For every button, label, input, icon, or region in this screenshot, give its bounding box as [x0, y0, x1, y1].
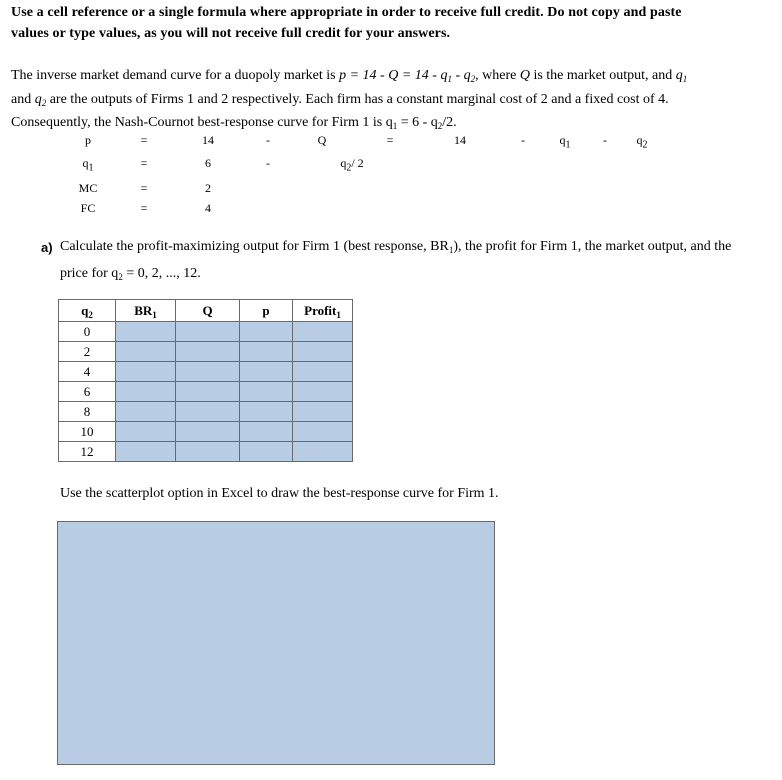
input-cell[interactable] [176, 402, 240, 422]
text: , where [475, 68, 520, 83]
param-term1-1: $q_2/$ 2 [340, 156, 364, 174]
param-term2-0: $q_1$ [559, 133, 571, 151]
input-cell[interactable] [240, 382, 293, 402]
input-cell[interactable] [240, 422, 293, 442]
param-value-2: 2 [205, 181, 211, 195]
input-cell[interactable] [293, 402, 353, 422]
param-value-1: 6 [205, 156, 211, 170]
instructions-line-2: values or type values, as you will not receive full credit for your answers. [11, 26, 451, 41]
var-q1: $q_1$ [675, 68, 688, 84]
text: The inverse market demand curve for a duopoly market is [11, 68, 340, 83]
param-op1-1: - [266, 156, 270, 170]
question-a-line-1: Calculate the profit-maximizing output for Firm 1 (best response, $BR_1$), the profit for Firm 1, the market output, and the [60, 239, 732, 255]
input-cell[interactable] [116, 322, 176, 342]
param-eq-2: = [140, 181, 148, 195]
param-value-3: 4 [205, 201, 211, 215]
param-label-2: MC [78, 181, 98, 195]
input-cell[interactable] [116, 342, 176, 362]
scatter-instruction: Use the scatterplot option in Excel to draw the best-response curve for Firm 1. [60, 486, 499, 501]
param-label-1: $q_1$ [82, 156, 94, 174]
column-header: $BR_1$ [116, 300, 176, 322]
input-cell[interactable] [176, 362, 240, 382]
q2-value-cell: 0 [59, 322, 116, 342]
input-cell[interactable] [116, 422, 176, 442]
answer-table [58, 299, 353, 462]
table-row [59, 402, 353, 422]
input-cell[interactable] [176, 322, 240, 342]
input-cell[interactable] [176, 422, 240, 442]
text: are the outputs of Firms 1 and 2 respectively. Each firm has a constant marginal cost of 2 and a fixed cost of 4. [46, 91, 669, 107]
param-label-3: FC [80, 201, 96, 215]
column-header: $q_2$ [59, 300, 116, 322]
input-cell[interactable] [176, 342, 240, 362]
table-row [59, 422, 353, 442]
input-cell[interactable] [293, 382, 353, 402]
param-term3-0: $q_2$ [636, 133, 648, 151]
input-cell[interactable] [293, 362, 353, 382]
input-cell[interactable] [240, 402, 293, 422]
problem-line-3 [11, 111, 687, 135]
param-value-0: 14 [202, 133, 214, 147]
problem-line-2 [11, 88, 687, 112]
param-value2-0: 14 [454, 133, 466, 147]
text: Consequently, the Nash-Cournot best-response curve for Firm 1 is [11, 115, 386, 130]
var-q2: $q_2$ [34, 91, 47, 108]
input-cell[interactable] [116, 442, 176, 462]
q2-value-cell: 6 [59, 382, 116, 402]
question-a-label: a) [41, 240, 53, 255]
input-cell[interactable] [240, 342, 293, 362]
table-header-row [59, 300, 353, 322]
input-cell[interactable] [240, 362, 293, 382]
param-eq2-0: = [386, 133, 394, 147]
input-cell[interactable] [293, 342, 353, 362]
column-header: Q [176, 300, 240, 322]
input-cell[interactable] [116, 382, 176, 402]
chart-placeholder[interactable] [57, 521, 495, 765]
question-a-line-2: price for $q_2 = 0$, 2, ..., 12. [60, 266, 201, 282]
table-row [59, 342, 353, 362]
input-cell[interactable] [293, 442, 353, 462]
input-cell[interactable] [293, 422, 353, 442]
text: is the market output, and [529, 68, 676, 83]
problem-statement [11, 64, 687, 135]
input-cell[interactable] [116, 402, 176, 422]
table-row [59, 442, 353, 462]
param-op1-0: - [266, 133, 270, 147]
q2-value-cell: 12 [59, 442, 116, 462]
q2-value-cell: 2 [59, 342, 116, 362]
var-Q: Q [519, 68, 530, 83]
param-op3-0: - [603, 133, 607, 147]
table-row [59, 322, 353, 342]
demand-equation: $p = 14 - Q = 14 - q_1 - q_2$ [339, 68, 476, 84]
table-row [59, 382, 353, 402]
param-op2-0: - [521, 133, 525, 147]
instructions-line-1: Use a cell reference or a single formula where appropriate in order to receive full credit. Do not copy and paste [11, 5, 682, 20]
text: and [11, 91, 35, 107]
param-label-0: p [85, 133, 91, 147]
instructions [11, 2, 682, 44]
q2-value-cell: 8 [59, 402, 116, 422]
best-response-equation: $q_1 = 6 - q_2/2$. [385, 115, 457, 131]
input-cell[interactable] [116, 362, 176, 382]
column-header: Profit$_1$ [293, 300, 353, 322]
param-eq-1: = [140, 156, 148, 170]
problem-line-1 [11, 64, 687, 88]
column-header: p [240, 300, 293, 322]
input-cell[interactable] [293, 322, 353, 342]
param-eq-3: = [140, 201, 148, 215]
param-term1-0: Q [317, 133, 327, 147]
table-row [59, 362, 353, 382]
param-eq-0: = [140, 133, 148, 147]
input-cell[interactable] [176, 442, 240, 462]
input-cell[interactable] [240, 322, 293, 342]
q2-value-cell: 4 [59, 362, 116, 382]
input-cell[interactable] [176, 382, 240, 402]
question-a-text [60, 233, 731, 287]
input-cell[interactable] [240, 442, 293, 462]
q2-value-cell: 10 [59, 422, 116, 442]
